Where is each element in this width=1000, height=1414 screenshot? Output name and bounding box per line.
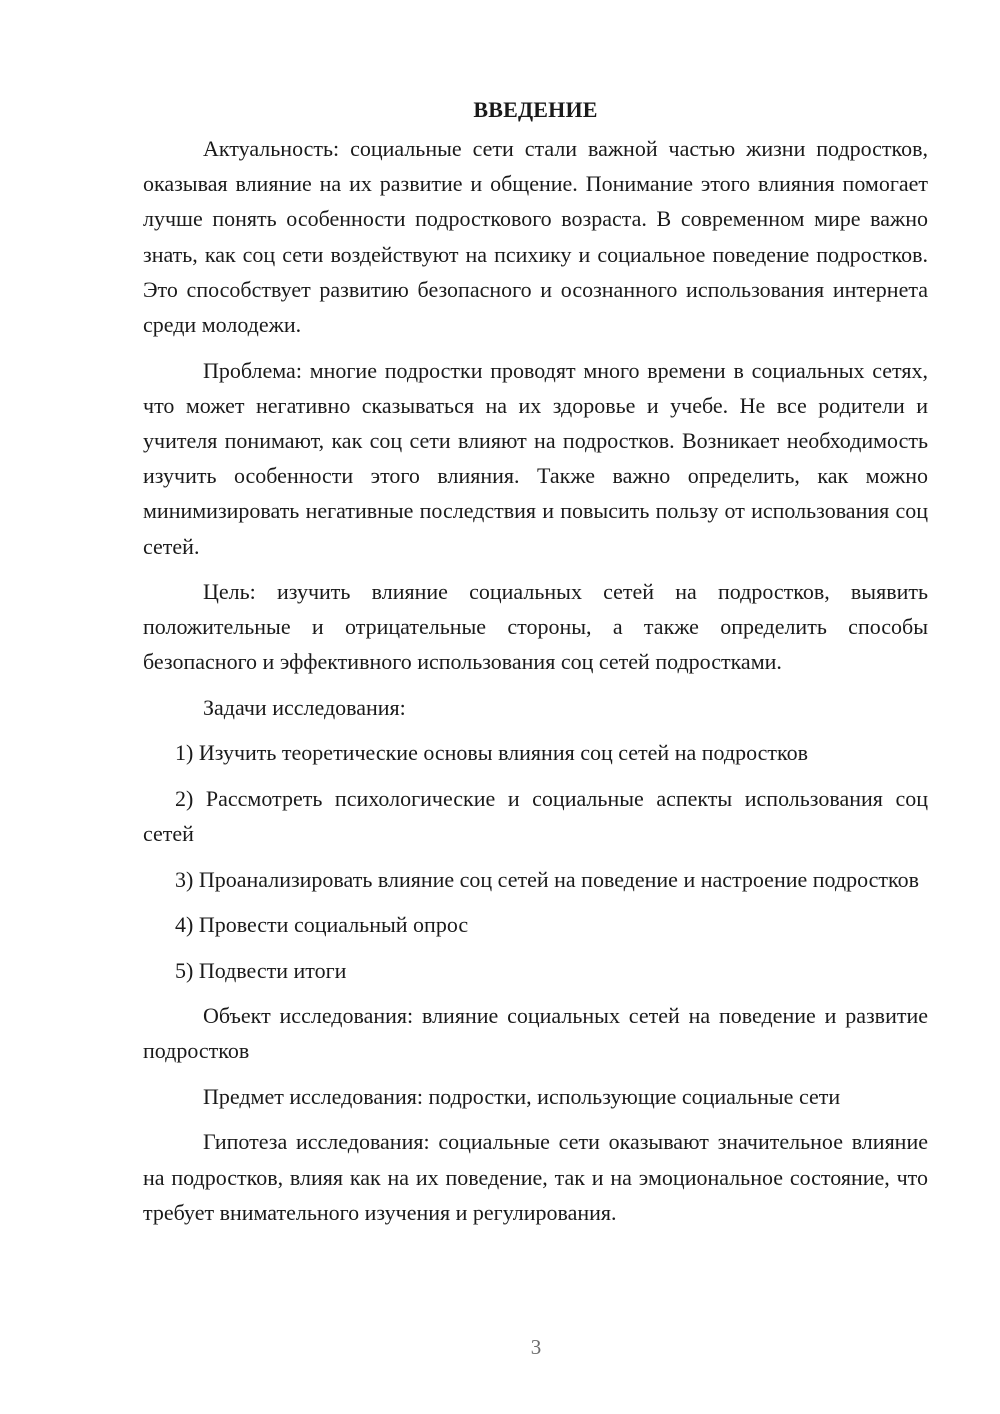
list-item: 1) Изучить теоретические основы влияния соц сетей на подростков <box>175 740 808 766</box>
section-title: ВВЕДЕНИЕ <box>473 97 598 122</box>
paragraph-object: Объект исследования: влияние социальных сетей на поведение и развитие подростков <box>143 1003 928 1064</box>
paragraph-relevance: Актуальность: социальные сети стали важной частью жизни подростков, оказывая влияние на их развитие и общение. Понимание этого влияния помогает лучше понять особенности подросткового возраста. В современном мире важно знать, как соц сети воздействуют на психику и социальное поведение подростков. Это способствует развитию безопасного и осознанного использования интернета среди молодежи. <box>143 136 928 338</box>
tasks-heading: Задачи исследования: <box>203 694 406 720</box>
paragraph-goal: Цель: изучить влияние социальных сетей на подростков, выявить положительные и отрицательные стороны, а также определить способы безопасного и эффективного использования соц сетей подростками. <box>143 579 928 675</box>
list-item: 4) Провести социальный опрос <box>175 912 469 938</box>
paragraph-hypothesis: Гипотеза исследования: социальные сети оказывают значительное влияние на подростков, влияя как на их поведение, так и на эмоциональное состояние, что требует внимательного изучения и регулирования. <box>143 1129 928 1225</box>
tasks-list <box>143 735 928 987</box>
paragraph-subject: Предмет исследования: подростки, использующие социальные сети <box>203 1083 841 1109</box>
document-page <box>143 92 928 1240</box>
list-item: 3) Проанализировать влияние соц сетей на поведение и настроение подростков <box>175 866 919 892</box>
page-number: 3 <box>530 1335 542 1359</box>
list-item: 2) Рассмотреть психологические и социальные аспекты использования соц сетей <box>143 785 928 847</box>
list-item: 5) Подвести итоги <box>175 957 347 983</box>
paragraph-problem: Проблема: многие подростки проводят много времени в социальных сетях, что может негативно сказываться на их здоровье и учебе. Не все родители и учителя понимают, как соц сети влияют на подростков. Возникает необходимость изучить особенности этого влияния. Также важно определить, как можно минимизировать негативные последствия и повысить пользу от использования соц сетей. <box>143 357 928 559</box>
